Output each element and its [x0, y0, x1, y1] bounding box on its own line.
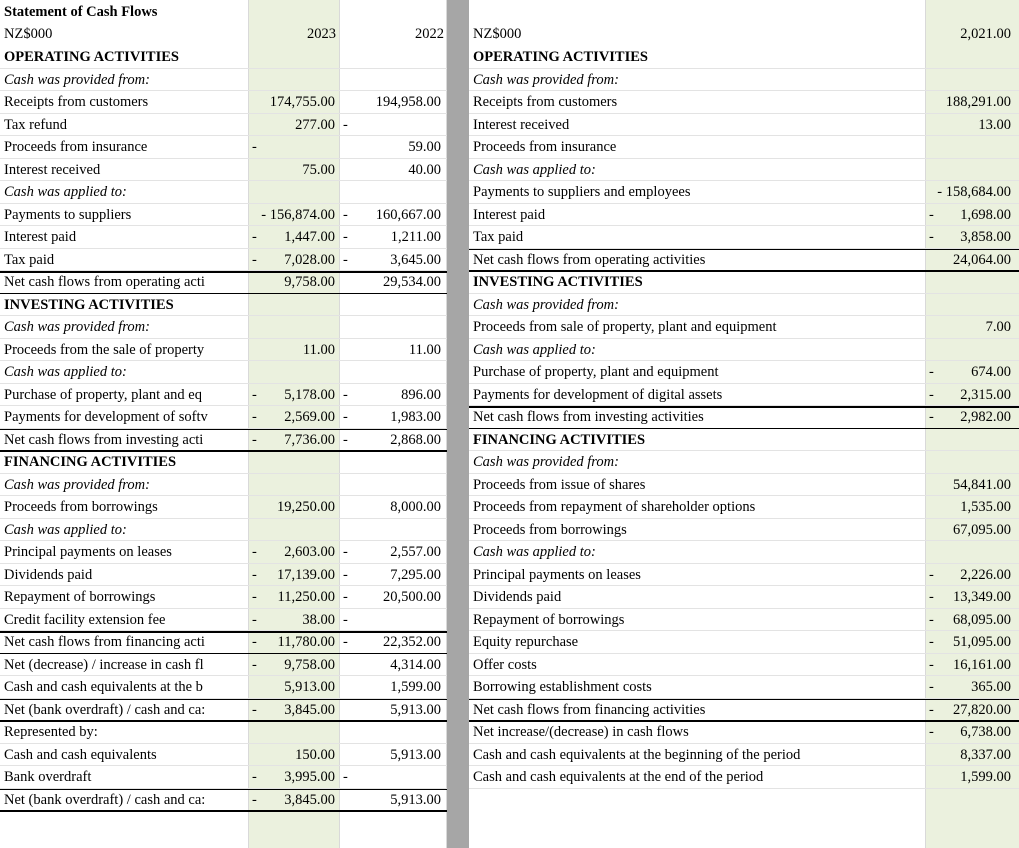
value-2021: 16,161.00: [953, 656, 1011, 673]
value-2021: 51,095.00: [953, 634, 1011, 650]
sheet-divider: [447, 0, 469, 848]
value-2023: 5,178.00: [284, 386, 335, 403]
year-2023-header: 2023: [307, 26, 336, 42]
row-label: Net cash flows from investing acti: [4, 431, 204, 448]
value-2022: 5,913.00: [390, 701, 441, 718]
row-label: Cash was applied to:: [4, 521, 127, 538]
statement-row-credit-facility-extension-fee: [0, 609, 447, 631]
negative-sign: -: [252, 611, 257, 628]
row-label: Cash was provided from:: [473, 454, 619, 470]
statement-row-proceeds-from-sale-of-property-plant-and-equipment: [469, 316, 1019, 338]
statement-row-receipts-from-customers: [469, 91, 1019, 113]
statement-row-net-cash-flows-from-operating-acti: [0, 271, 447, 293]
row-label: Cash was applied to:: [473, 161, 596, 178]
total-rule: [469, 406, 1019, 408]
row-label: Represented by:: [4, 724, 98, 740]
row-label: Proceeds from borrowings: [473, 521, 627, 538]
total-rule: [469, 249, 1019, 251]
value-2021: 6,738.00: [960, 724, 1011, 740]
statement-row-proceeds-from-borrowings: [0, 496, 447, 518]
statement-row-net-cash-flows-from-investing-acti: [0, 429, 447, 451]
negative-sign: -: [252, 566, 257, 583]
statement-row-cash-and-cash-equivalents-at-the-b: [0, 676, 447, 698]
row-label: Net cash flows from financing acti: [4, 634, 205, 650]
statement-row-net-increase-decrease-in-cash-flows: [469, 721, 1019, 743]
row-label: Cash and cash equivalents at the end of the period: [473, 769, 764, 785]
value-2023: 3,845.00: [284, 791, 335, 808]
statement-row-tax-paid: [469, 226, 1019, 248]
value-2021: 365.00: [971, 679, 1011, 695]
row-label: Net (bank overdraft) / cash and ca:: [4, 701, 206, 718]
statement-row-cash-and-cash-equivalents-at-the-end-of-the-period: [469, 766, 1019, 788]
value-2023: 174,755.00: [269, 94, 335, 110]
row-label: Cash was provided from:: [473, 71, 619, 88]
value-2021: 1,698.00: [960, 206, 1011, 223]
negative-sign: -: [343, 566, 348, 583]
value-2023: 7,028.00: [284, 251, 335, 268]
statement-row-proceeds-from-insurance: [469, 136, 1019, 158]
total-rule: [469, 699, 1019, 701]
row-label: Net cash flows from investing activities: [473, 409, 704, 425]
value-2023: - 156,874.00: [261, 206, 335, 223]
value-2021: 8,337.00: [960, 746, 1011, 763]
row-label: Principal payments on leases: [4, 544, 172, 560]
row-label: Principal payments on leases: [473, 566, 641, 583]
row-label: Interest received: [4, 161, 101, 178]
value-2022: [339, 609, 441, 631]
statement-row-cash-was-applied-to: [0, 181, 447, 203]
negative-sign: -: [343, 409, 348, 425]
row-label: Net cash flows from financing activities: [473, 701, 706, 718]
negative-sign: -: [929, 701, 934, 718]
value-2022: 8,000.00: [390, 499, 441, 515]
negative-sign: -: [252, 409, 257, 425]
negative-sign: -: [929, 386, 934, 403]
statement-row-net-decrease-increase-in-cash-fl: [0, 654, 447, 676]
row-label: Cash and cash equivalents: [4, 746, 157, 763]
row-label: Repayment of borrowings: [4, 589, 156, 605]
title-row: [0, 1, 447, 23]
row-label: Proceeds from repayment of shareholder options: [473, 499, 756, 515]
statement-row-financing-activities: [0, 451, 447, 473]
negative-sign: -: [929, 634, 934, 650]
total-rule: [0, 789, 447, 791]
value-2022: 2,557.00: [390, 544, 441, 560]
total-rule: [0, 631, 447, 633]
negative-sign: -: [252, 544, 257, 560]
value-2023: 277.00: [295, 116, 335, 133]
statement-row-represented-by: [0, 721, 447, 743]
total-rule: [0, 810, 447, 812]
row-label: Offer costs: [473, 656, 537, 673]
value-2022: 29,534.00: [383, 274, 441, 290]
value-2021: 1,599.00: [960, 769, 1011, 785]
statement-row-interest-paid: [469, 204, 1019, 226]
statement-row-cash-was-provided-from: [469, 294, 1019, 316]
row-label: Cash was provided from:: [4, 71, 150, 88]
statement-row-tax-paid: [0, 249, 447, 271]
negative-sign: -: [252, 139, 257, 155]
row-label: Receipts from customers: [4, 94, 149, 110]
statement-row-receipts-from-customers: [0, 91, 447, 113]
value-2023: 150.00: [295, 746, 335, 763]
row-label: Payments for development of softv: [4, 409, 208, 425]
statement-row-cash-and-cash-equivalents: [0, 744, 447, 766]
total-rule: [0, 271, 447, 273]
value-2022: 194,958.00: [375, 94, 441, 110]
value-2023: 5,913.00: [284, 679, 335, 695]
value-2022: 59.00: [408, 139, 441, 155]
value-2021: 7.00: [985, 319, 1011, 335]
row-label: Interest received: [473, 116, 570, 133]
value-2023: 9,758.00: [284, 656, 335, 673]
row-label: Payments to suppliers and employees: [473, 184, 691, 200]
statement-row-bank-overdraft: [0, 766, 447, 788]
negative-sign: -: [252, 386, 257, 403]
statement-row-purchase-of-property-plant-and-eq: [0, 384, 447, 406]
value-2022: 1,983.00: [390, 409, 441, 425]
row-label: Dividends paid: [473, 589, 562, 605]
value-2023: 17,139.00: [277, 566, 335, 583]
row-label: Net increase/(decrease) in cash flows: [473, 724, 689, 740]
negative-sign: -: [929, 589, 934, 605]
row-label: Payments for development of digital assets: [473, 386, 723, 403]
statement-row-payments-for-development-of-digital-assets: [469, 384, 1019, 406]
negative-sign: -: [252, 701, 257, 718]
negative-sign: -: [343, 206, 348, 223]
negative-sign: -: [343, 769, 348, 785]
row-label: Cash was provided from:: [4, 319, 150, 335]
value-2021: 54,841.00: [953, 476, 1011, 493]
right-header-row: [469, 23, 1019, 45]
row-label: Cash was applied to:: [4, 364, 127, 380]
value-2023: [248, 136, 335, 158]
year-2022-header: 2022: [415, 26, 444, 42]
row-label: Proceeds from insurance: [473, 139, 617, 155]
statement-row-net-cash-flows-from-investing-activities: [469, 406, 1019, 428]
negative-sign: -: [252, 634, 257, 650]
negative-sign: -: [343, 589, 348, 605]
value-2021: - 158,684.00: [937, 184, 1011, 200]
value-2022: 2,868.00: [390, 431, 441, 448]
value-2023: 11.00: [302, 341, 335, 358]
row-label: Interest paid: [473, 206, 546, 223]
statement-row-operating-activities: [469, 46, 1019, 68]
negative-sign: -: [343, 544, 348, 560]
row-label: Interest paid: [4, 229, 77, 245]
statement-row-payments-for-development-of-softv: [0, 406, 447, 428]
right-currency-label: NZ$000: [473, 26, 522, 42]
row-label: Cash was applied to:: [473, 341, 596, 358]
statement-row-dividends-paid: [469, 586, 1019, 608]
gridline: [469, 788, 1019, 789]
value-2022: [339, 766, 441, 788]
row-label: Borrowing establishment costs: [473, 679, 652, 695]
value-2022: 22,352.00: [383, 634, 441, 650]
value-2023: 11,780.00: [277, 634, 335, 650]
value-2022: 40.00: [408, 161, 441, 178]
statement-row-cash-was-provided-from: [469, 69, 1019, 91]
value-2021: 13.00: [978, 116, 1011, 133]
statement-row-cash-was-provided-from: [0, 316, 447, 338]
statement-row-repayment-of-borrowings: [0, 586, 447, 608]
row-label: Tax paid: [473, 229, 524, 245]
value-2023: 2,569.00: [284, 409, 335, 425]
value-2022: 1,211.00: [390, 229, 441, 245]
negative-sign: -: [343, 229, 348, 245]
statement-row-cash-was-provided-from: [469, 451, 1019, 473]
value-2022: 3,645.00: [390, 251, 441, 268]
statement-row-cash-was-applied-to: [0, 519, 447, 541]
value-2021: 3,858.00: [960, 229, 1011, 245]
value-2023: 11,250.00: [277, 589, 335, 605]
negative-sign: -: [252, 769, 257, 785]
row-label: FINANCING ACTIVITIES: [473, 431, 646, 448]
row-label: Net cash flows from operating acti: [4, 274, 205, 290]
negative-sign: -: [343, 251, 348, 268]
negative-sign: -: [929, 229, 934, 245]
row-label: Purchase of property, plant and eq: [4, 386, 202, 403]
value-2021: 2,982.00: [960, 409, 1011, 425]
negative-sign: -: [252, 656, 257, 673]
value-2021: 68,095.00: [953, 611, 1011, 628]
negative-sign: -: [252, 431, 257, 448]
value-2023: 75.00: [302, 161, 335, 178]
right-sheet: [469, 0, 1019, 848]
negative-sign: -: [929, 409, 934, 425]
value-2022: 20,500.00: [383, 589, 441, 605]
statement-row-borrowing-establishment-costs: [469, 676, 1019, 698]
row-label: INVESTING ACTIVITIES: [473, 274, 643, 290]
value-2021: 188,291.00: [945, 94, 1011, 110]
row-label: Cash and cash equivalents at the beginning of the period: [473, 746, 801, 763]
statement-row-cash-was-applied-to: [469, 339, 1019, 361]
statement-title: Statement of Cash Flows: [4, 4, 158, 20]
value-2023: 3,995.00: [284, 769, 335, 785]
statement-row-cash-was-applied-to: [469, 159, 1019, 181]
row-label: Cash was provided from:: [4, 476, 150, 493]
value-2022: 896.00: [401, 386, 441, 403]
year-2021-header: 2,021.00: [960, 26, 1011, 42]
statement-row-net-cash-flows-from-financing-activities: [469, 699, 1019, 721]
statement-row-proceeds-from-insurance: [0, 136, 447, 158]
row-label: FINANCING ACTIVITIES: [4, 454, 177, 470]
value-2023: 2,603.00: [284, 544, 335, 560]
negative-sign: -: [929, 724, 934, 740]
statement-row-tax-refund: [0, 114, 447, 136]
value-2022: 7,295.00: [390, 566, 441, 583]
row-label: Proceeds from insurance: [4, 139, 148, 155]
statement-row-interest-paid: [0, 226, 447, 248]
value-2021: 67,095.00: [953, 521, 1011, 538]
row-label: Bank overdraft: [4, 769, 92, 785]
row-label: Proceeds from borrowings: [4, 499, 158, 515]
header-row: [0, 23, 447, 45]
value-2023: 3,845.00: [284, 701, 335, 718]
statement-row-cash-was-applied-to: [469, 541, 1019, 563]
value-2022: [339, 114, 441, 136]
negative-sign: -: [929, 611, 934, 628]
value-2021: 1,535.00: [960, 499, 1011, 515]
negative-sign: -: [252, 251, 257, 268]
value-2023: 1,447.00: [284, 229, 335, 245]
value-2022: 5,913.00: [390, 791, 441, 808]
row-label: OPERATING ACTIVITIES: [4, 49, 179, 65]
statement-row-investing-activities: [469, 271, 1019, 293]
negative-sign: -: [929, 206, 934, 223]
negative-sign: -: [252, 791, 257, 808]
value-2021: 24,064.00: [953, 251, 1011, 268]
row-label: Cash was provided from:: [473, 296, 619, 313]
statement-row-net-cash-flows-from-operating-activities: [469, 249, 1019, 271]
row-label: Cash was applied to:: [4, 184, 127, 200]
negative-sign: -: [343, 431, 348, 448]
negative-sign: -: [929, 679, 934, 695]
statement-row-dividends-paid: [0, 564, 447, 586]
statement-row-investing-activities: [0, 294, 447, 316]
statement-row-cash-was-provided-from: [0, 474, 447, 496]
statement-row-cash-was-applied-to: [0, 361, 447, 383]
row-label: Proceeds from the sale of property: [4, 341, 205, 358]
row-label: Equity repurchase: [473, 634, 579, 650]
statement-row-cash-and-cash-equivalents-at-the-beginning-of-the-period: [469, 744, 1019, 766]
statement-row-principal-payments-on-leases: [469, 564, 1019, 586]
statement-row-proceeds-from-the-sale-of-property: [0, 339, 447, 361]
row-label: Tax refund: [4, 116, 67, 133]
negative-sign: -: [343, 611, 348, 628]
statement-row-financing-activities: [469, 429, 1019, 451]
value-2021: [925, 136, 1011, 158]
currency-label: NZ$000: [4, 26, 53, 42]
row-label: Proceeds from sale of property, plant and equipment: [473, 319, 777, 335]
total-rule: [0, 429, 447, 431]
statement-row-repayment-of-borrowings: [469, 609, 1019, 631]
negative-sign: -: [343, 634, 348, 650]
row-label: Cash was applied to:: [473, 544, 596, 560]
value-2021: 2,226.00: [960, 566, 1011, 583]
row-label: INVESTING ACTIVITIES: [4, 296, 174, 313]
negative-sign: -: [929, 656, 934, 673]
negative-sign: -: [343, 116, 348, 133]
row-label: Payments to suppliers: [4, 206, 132, 223]
value-2022: 1,599.00: [390, 679, 441, 695]
statement-row-net-cash-flows-from-financing-acti: [0, 631, 447, 653]
negative-sign: -: [252, 589, 257, 605]
value-2023: 19,250.00: [277, 499, 335, 515]
value-2022: 4,314.00: [390, 656, 441, 673]
statement-row-purchase-of-property-plant-and-equipment: [469, 361, 1019, 383]
value-2021: 674.00: [971, 364, 1011, 380]
negative-sign: -: [929, 566, 934, 583]
statement-row-proceeds-from-borrowings: [469, 519, 1019, 541]
value-2022: 160,667.00: [375, 206, 441, 223]
left-sheet: [0, 0, 447, 848]
statement-row-equity-repurchase: [469, 631, 1019, 653]
value-2022: 11.00: [408, 341, 441, 358]
row-label: Tax paid: [4, 251, 55, 268]
value-2021: 2,315.00: [960, 386, 1011, 403]
total-rule: [0, 699, 447, 701]
negative-sign: -: [929, 364, 934, 380]
value-2021: 27,820.00: [953, 701, 1011, 718]
statement-row-offer-costs: [469, 654, 1019, 676]
value-2022: 5,913.00: [390, 746, 441, 763]
statement-row-net-bank-overdraft-cash-and-ca: [0, 699, 447, 721]
statement-row-net-bank-overdraft-cash-and-ca: [0, 789, 447, 811]
row-label: Net (bank overdraft) / cash and ca:: [4, 791, 206, 808]
value-2023: 9,758.00: [284, 274, 335, 290]
value-2023: 38.00: [302, 611, 335, 628]
statement-row-payments-to-suppliers: [0, 204, 447, 226]
row-label: Repayment of borrowings: [473, 611, 625, 628]
row-label: Credit facility extension fee: [4, 611, 166, 628]
value-2023: 7,736.00: [284, 431, 335, 448]
negative-sign: -: [343, 386, 348, 403]
statement-row-proceeds-from-issue-of-shares: [469, 474, 1019, 496]
statement-row-proceeds-from-repayment-of-shareholder-options: [469, 496, 1019, 518]
statement-row-payments-to-suppliers-and-employees: [469, 181, 1019, 203]
row-label: Dividends paid: [4, 566, 93, 583]
statement-row-operating-activities: [0, 46, 447, 68]
statement-row-interest-received: [469, 114, 1019, 136]
negative-sign: -: [252, 229, 257, 245]
row-label: Cash and cash equivalents at the b: [4, 679, 203, 695]
row-label: Proceeds from issue of shares: [473, 476, 646, 493]
statement-row-principal-payments-on-leases: [0, 541, 447, 563]
row-label: OPERATING ACTIVITIES: [473, 49, 648, 65]
statement-row-cash-was-provided-from: [0, 69, 447, 91]
value-2021: 13,349.00: [953, 589, 1011, 605]
row-label: Receipts from customers: [473, 94, 618, 110]
row-label: Purchase of property, plant and equipment: [473, 364, 719, 380]
row-label: Net (decrease) / increase in cash fl: [4, 656, 204, 673]
statement-row-interest-received: [0, 159, 447, 181]
row-label: Net cash flows from operating activities: [473, 251, 706, 268]
